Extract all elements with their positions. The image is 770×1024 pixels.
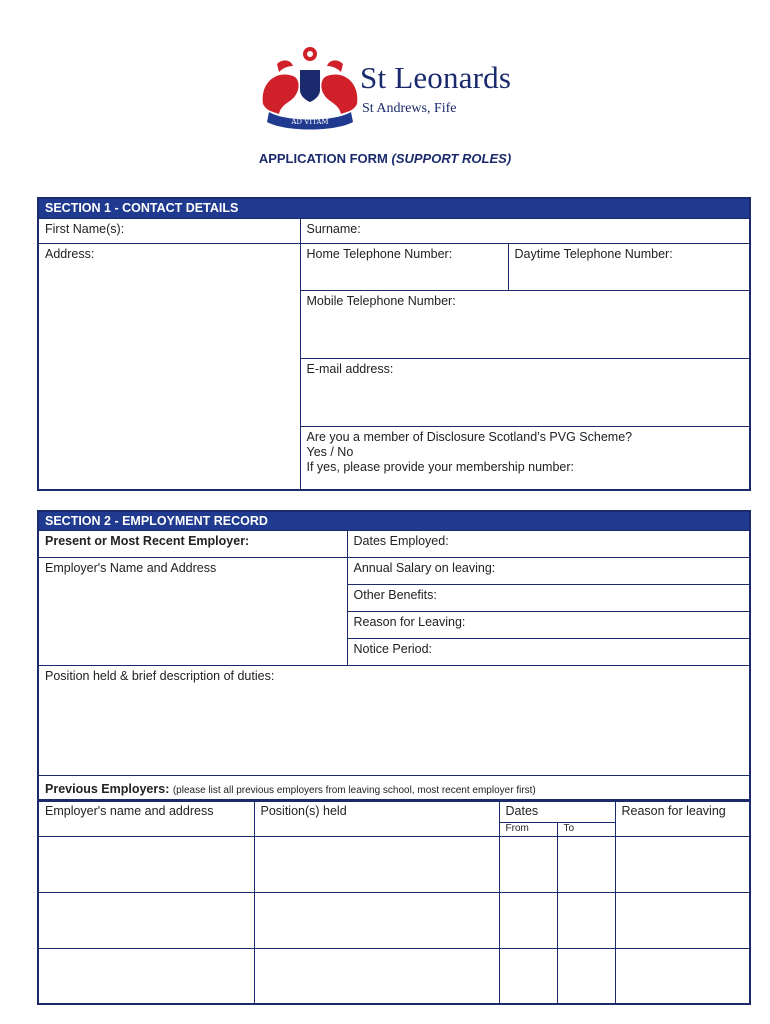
pvg-membership-number-label: If yes, please provide your membership number:	[306, 459, 574, 474]
email-label: E-mail address:	[306, 361, 394, 376]
position-duties-label: Position held & brief description of duties:	[45, 669, 275, 683]
position-cell[interactable]	[254, 948, 499, 1004]
employer-cell[interactable]	[38, 948, 254, 1004]
col-to-header: To	[557, 822, 615, 836]
pvg-question: Are you a member of Disclosure Scotland’s PVG Scheme?	[306, 429, 633, 444]
form-title	[0, 151, 770, 166]
form-title-subtitle: (SUPPORT ROLES)	[391, 151, 512, 166]
brand-name: St Leonards	[360, 60, 512, 95]
pvg-scheme-field[interactable]	[300, 426, 750, 490]
employer-name-address-field[interactable]	[38, 558, 347, 666]
table-row	[38, 948, 750, 1004]
form-title-main: APPLICATION FORM	[258, 151, 388, 166]
other-benefits-label: Other Benefits:	[353, 588, 437, 602]
position-cell[interactable]	[254, 836, 499, 892]
notice-period-field[interactable]	[347, 639, 750, 666]
home-telephone-field[interactable]	[300, 243, 508, 290]
employment-record-section	[37, 510, 751, 802]
from-cell[interactable]	[499, 892, 557, 948]
col-from-header: From	[499, 822, 557, 836]
previous-employers-note: (please list all previous employers from leaving school, most recent employer first)	[172, 785, 536, 796]
table-row	[38, 836, 750, 892]
surname-field[interactable]	[300, 218, 750, 243]
annual-salary-label: Annual Salary on leaving:	[353, 561, 496, 575]
email-field[interactable]	[300, 358, 750, 426]
col-dates-header: Dates	[499, 800, 615, 822]
previous-employers-heading	[38, 776, 750, 801]
col-reason-header: Reason for leaving	[615, 800, 750, 836]
col-employer-header: Employer's name and address	[38, 800, 254, 836]
to-cell[interactable]	[557, 836, 615, 892]
first-names-field[interactable]	[38, 218, 300, 243]
to-cell[interactable]	[557, 948, 615, 1004]
position-cell[interactable]	[254, 892, 499, 948]
reason-leaving-field[interactable]	[347, 612, 750, 639]
reason-cell[interactable]	[615, 836, 750, 892]
dates-employed-field[interactable]	[347, 531, 750, 558]
to-cell[interactable]	[557, 892, 615, 948]
employer-cell[interactable]	[38, 836, 254, 892]
col-position-header: Position(s) held	[254, 800, 499, 836]
section-2-heading: SECTION 2 - EMPLOYMENT RECORD	[38, 511, 750, 531]
pvg-yes-no: Yes / No	[306, 444, 354, 459]
other-benefits-field[interactable]	[347, 585, 750, 612]
contact-details-section	[37, 197, 751, 491]
previous-employers-label: Previous Employers:	[45, 782, 170, 796]
present-employer-label: Present or Most Recent Employer:	[38, 531, 347, 558]
from-cell[interactable]	[499, 948, 557, 1004]
crest-logo	[255, 42, 365, 134]
address-field[interactable]	[38, 243, 300, 490]
reason-cell[interactable]	[615, 892, 750, 948]
employer-cell[interactable]	[38, 892, 254, 948]
position-duties-field[interactable]	[38, 666, 750, 776]
surname-label: Surname:	[306, 221, 361, 236]
notice-period-label: Notice Period:	[353, 642, 433, 656]
address-label: Address:	[45, 246, 95, 261]
section-1-heading: SECTION 1 - CONTACT DETAILS	[38, 198, 750, 218]
table-row	[38, 892, 750, 948]
home-telephone-label: Home Telephone Number:	[306, 246, 453, 261]
employer-name-address-label: Employer's Name and Address	[45, 561, 217, 575]
svg-text:AD VITAM: AD VITAM	[291, 118, 329, 126]
mobile-telephone-label: Mobile Telephone Number:	[306, 293, 456, 308]
annual-salary-field[interactable]	[347, 558, 750, 585]
daytime-telephone-field[interactable]	[508, 243, 750, 290]
mobile-telephone-field[interactable]	[300, 290, 750, 358]
dates-employed-label: Dates Employed:	[353, 534, 449, 548]
reason-cell[interactable]	[615, 948, 750, 1004]
reason-leaving-label: Reason for Leaving:	[353, 615, 466, 629]
previous-employers-table	[37, 799, 751, 1005]
daytime-telephone-label: Daytime Telephone Number:	[514, 246, 673, 261]
first-names-label: First Name(s):	[45, 221, 125, 236]
brand-location: St Andrews, Fife	[362, 101, 457, 116]
from-cell[interactable]	[499, 836, 557, 892]
